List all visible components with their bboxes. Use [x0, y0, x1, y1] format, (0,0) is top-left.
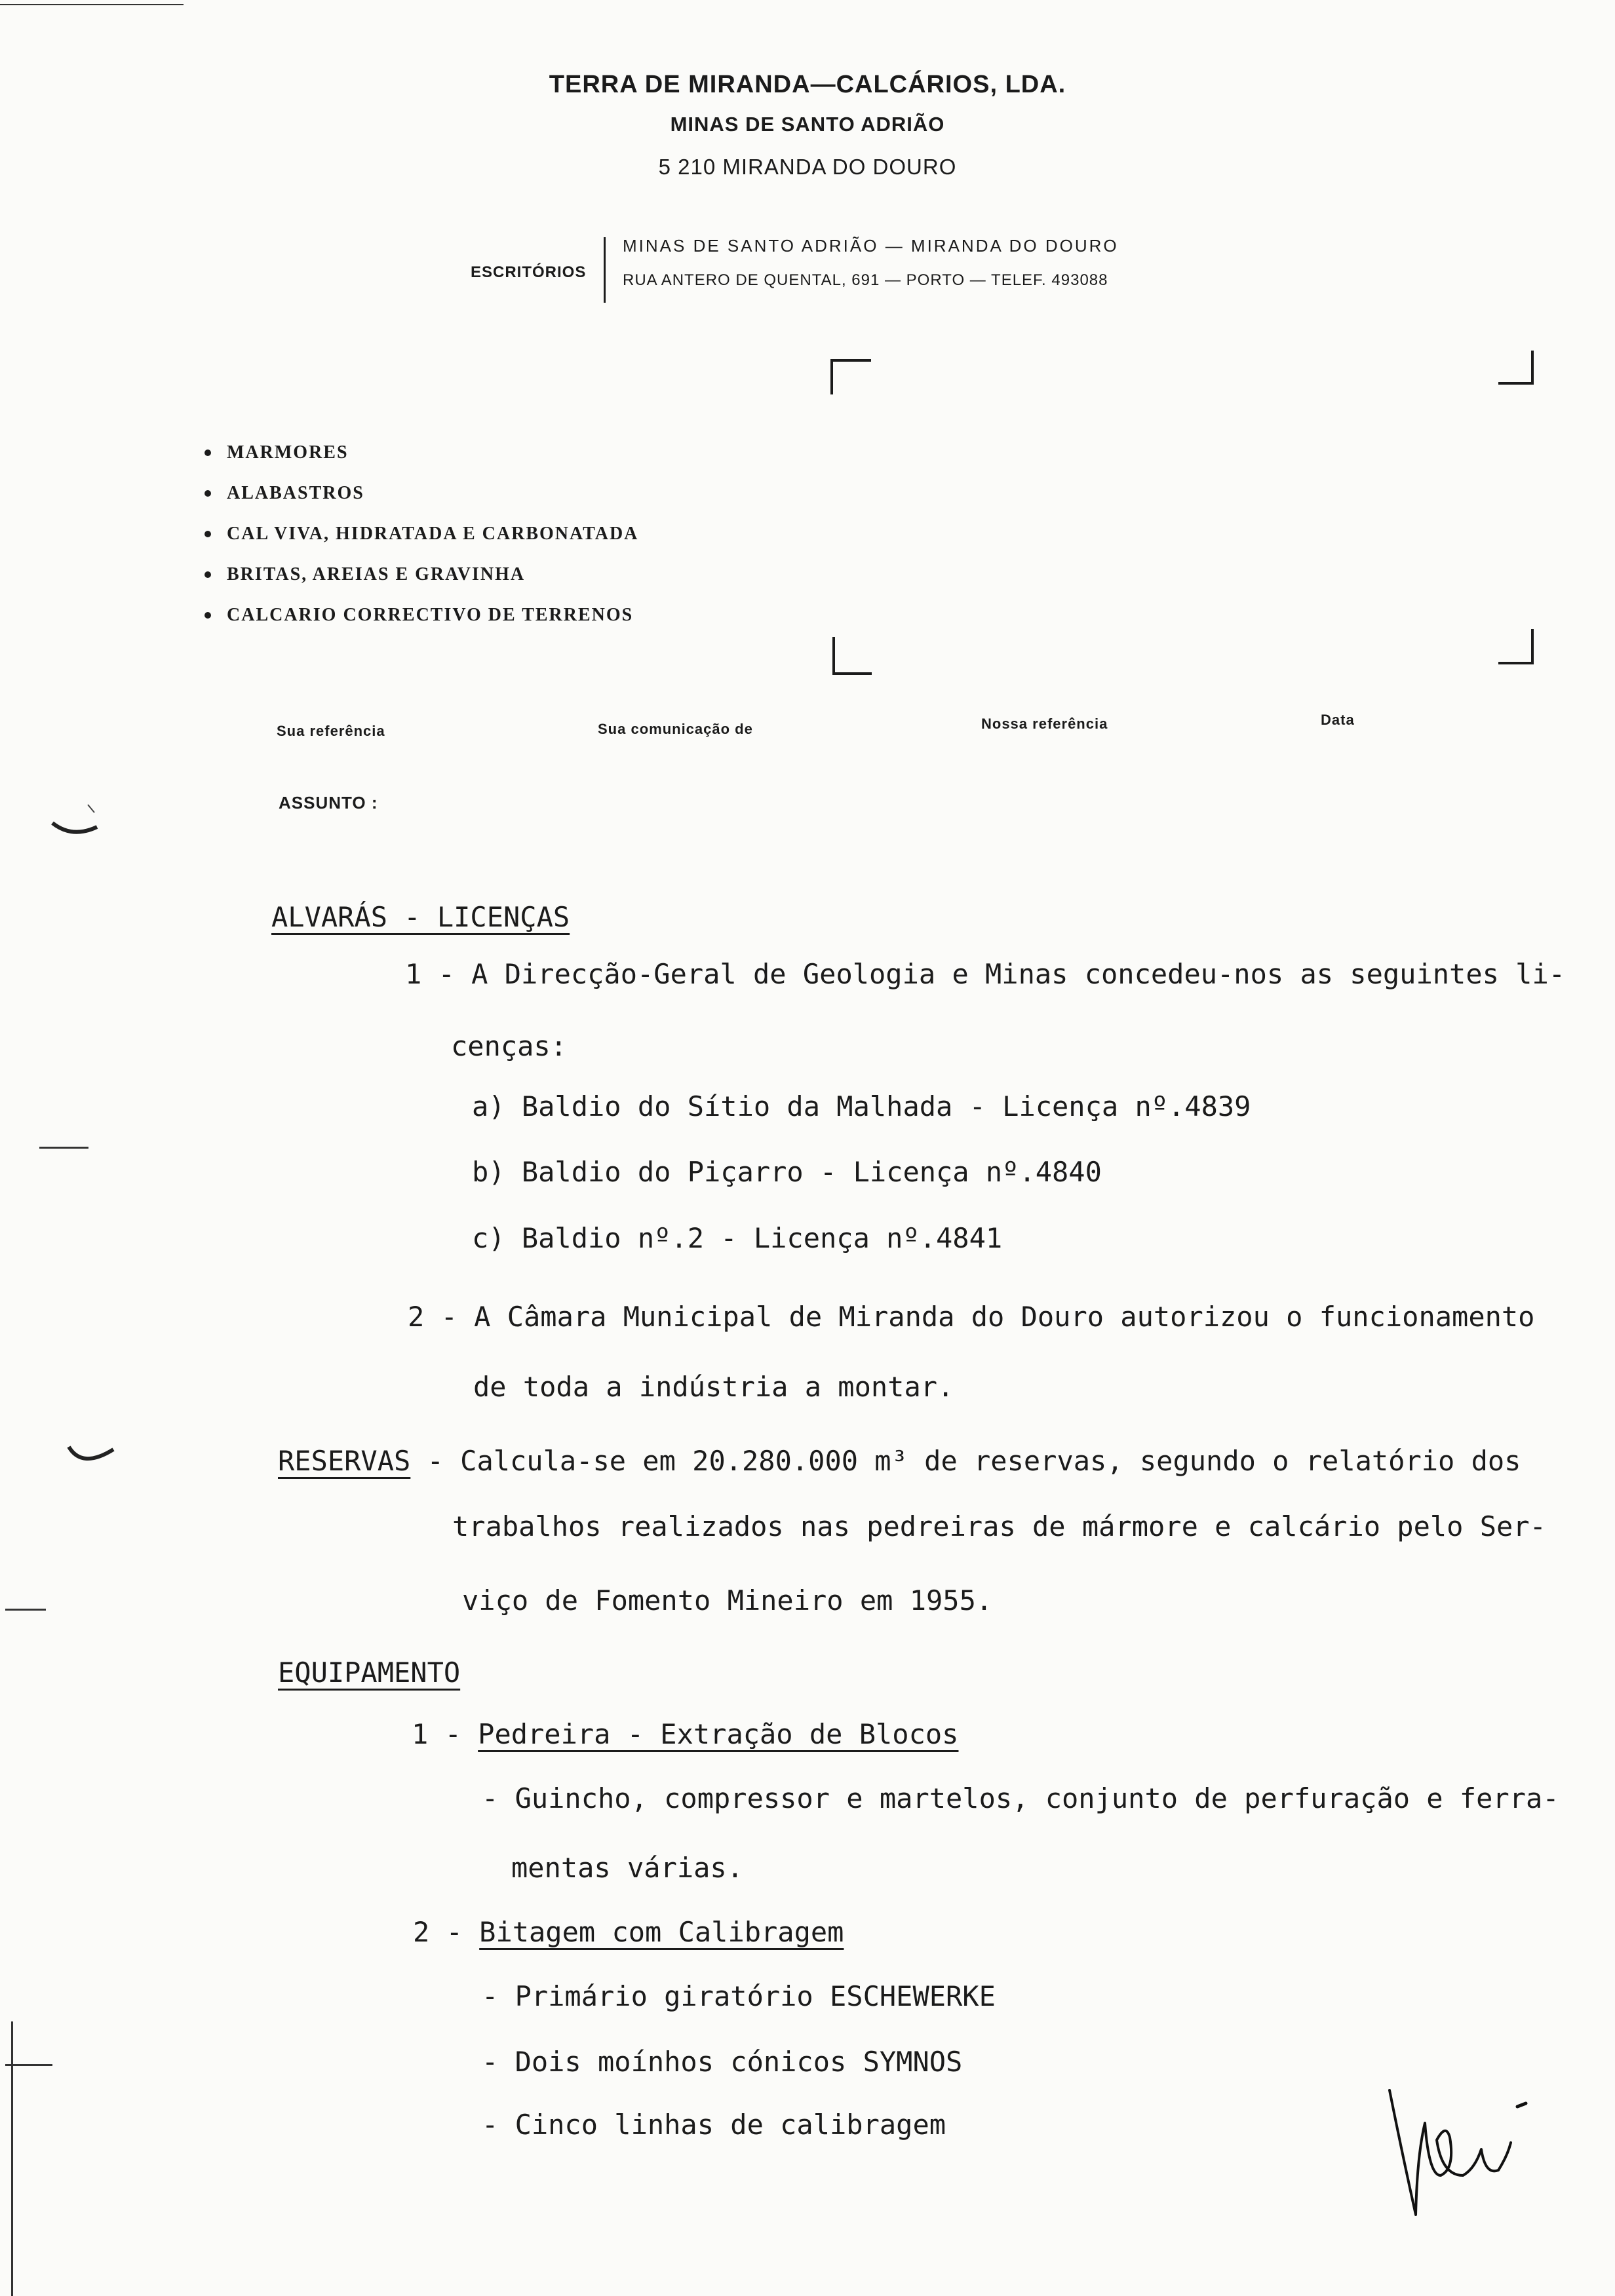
your-communication-label: Sua comunicação de	[598, 721, 753, 737]
company-city: 5 210 MIRANDA DO DOURO	[658, 155, 957, 179]
product-list	[204, 432, 638, 636]
licences-paragraph-2: 2 - A Câmara Municipal de Miranda do Douro autorizou o funcionamento	[408, 1301, 1535, 1333]
product-item: ALABASTROS	[204, 473, 638, 514]
address-corner-bottom-right	[1498, 629, 1534, 664]
licence-item-c: c) Baldio nº.2 - Licença nº.4841	[472, 1222, 1003, 1254]
product-item: BRITAS, AREIAS E GRAVINHA	[204, 554, 638, 595]
reserves-line-1: RESERVAS - Calcula-se em 20.280.000 m³ de reservas, segundo o relatório dos	[278, 1445, 1521, 1477]
handwritten-signature	[1376, 2077, 1547, 2228]
mine-name: MINAS DE SANTO ADRIÃO	[670, 113, 945, 136]
offices-label: ESCRITÓRIOS	[471, 263, 587, 281]
margin-mark	[5, 1609, 46, 1611]
address-corner-top-right	[1498, 351, 1534, 385]
equipment-2-item: - Dois moínhos cónicos SYMNOS	[482, 2046, 963, 2078]
reserves-line-2: trabalhos realizados nas pedreiras de mármore e calcário pelo Ser-	[452, 1510, 1546, 1542]
offices-address-1: MINAS DE SANTO ADRIÃO — MIRANDA DO DOURO	[623, 236, 1119, 256]
licences-paragraph-2-cont: de toda a indústria a montar.	[473, 1371, 954, 1403]
product-item: MARMORES	[204, 432, 638, 473]
licences-paragraph-1: 1 - A Direcção-Geral de Geologia e Minas concedeu-nos as seguintes li-	[405, 958, 1566, 990]
licences-paragraph-1-cont: cenças:	[451, 1030, 568, 1062]
equipment-2-item: - Primário giratório ESCHEWERKE	[482, 1980, 996, 2012]
bullet-icon	[204, 571, 211, 578]
product-item: CALCARIO CORRECTIVO DE TERRENOS	[204, 595, 638, 636]
reserves-line-3: viço de Fomento Mineiro em 1955.	[462, 1584, 993, 1617]
licence-item-b: b) Baldio do Piçarro - Licença nº.4840	[472, 1156, 1102, 1188]
address-corner-top-left	[830, 359, 871, 394]
equipment-1-item: - Guincho, compressor e martelos, conjunto de perfuração e ferra-	[482, 1782, 1559, 1814]
margin-mark	[39, 1147, 88, 1149]
bullet-icon	[204, 450, 211, 456]
scan-edge-line	[0, 4, 184, 5]
our-reference-label: Nossa referência	[981, 716, 1108, 732]
equipment-section-2: 2 - Bitagem com Calibragem	[413, 1916, 844, 1948]
bullet-icon	[204, 490, 211, 497]
punch-hole-mark	[46, 798, 105, 844]
reserves-heading: RESERVAS	[278, 1445, 411, 1477]
margin-vertical-line	[11, 2021, 13, 2296]
subject-label: ASSUNTO :	[279, 793, 378, 813]
licences-heading: ALVARÁS - LICENÇAS	[271, 901, 570, 933]
equipment-section-1-title: Pedreira - Extração de Blocos	[478, 1718, 959, 1750]
your-reference-label: Sua referência	[277, 723, 385, 739]
licence-item-a: a) Baldio do Sítio da Malhada - Licença nº.4839	[472, 1090, 1251, 1122]
equipment-heading: EQUIPAMENTO	[278, 1656, 461, 1689]
equipment-1-item-cont: mentas várias.	[511, 1852, 744, 1884]
company-name: TERRA DE MIRANDA—CALCÁRIOS, LDA.	[549, 71, 1066, 98]
date-label: Data	[1321, 712, 1355, 728]
product-item: CAL VIVA, HIDRATADA E CARBONATADA	[204, 514, 638, 554]
offices-divider	[604, 237, 606, 303]
offices-address-2: RUA ANTERO DE QUENTAL, 691 — PORTO — TELEF. 493088	[623, 271, 1108, 289]
address-corner-bottom-left	[832, 637, 872, 675]
bullet-icon	[204, 531, 211, 537]
punch-hole-mark	[62, 1435, 121, 1474]
bullet-icon	[204, 612, 211, 619]
equipment-2-item: - Cinco linhas de calibragem	[482, 2109, 946, 2141]
equipment-section-2-title: Bitagem com Calibragem	[479, 1916, 844, 1948]
equipment-section-1: 1 - Pedreira - Extração de Blocos	[412, 1718, 959, 1750]
